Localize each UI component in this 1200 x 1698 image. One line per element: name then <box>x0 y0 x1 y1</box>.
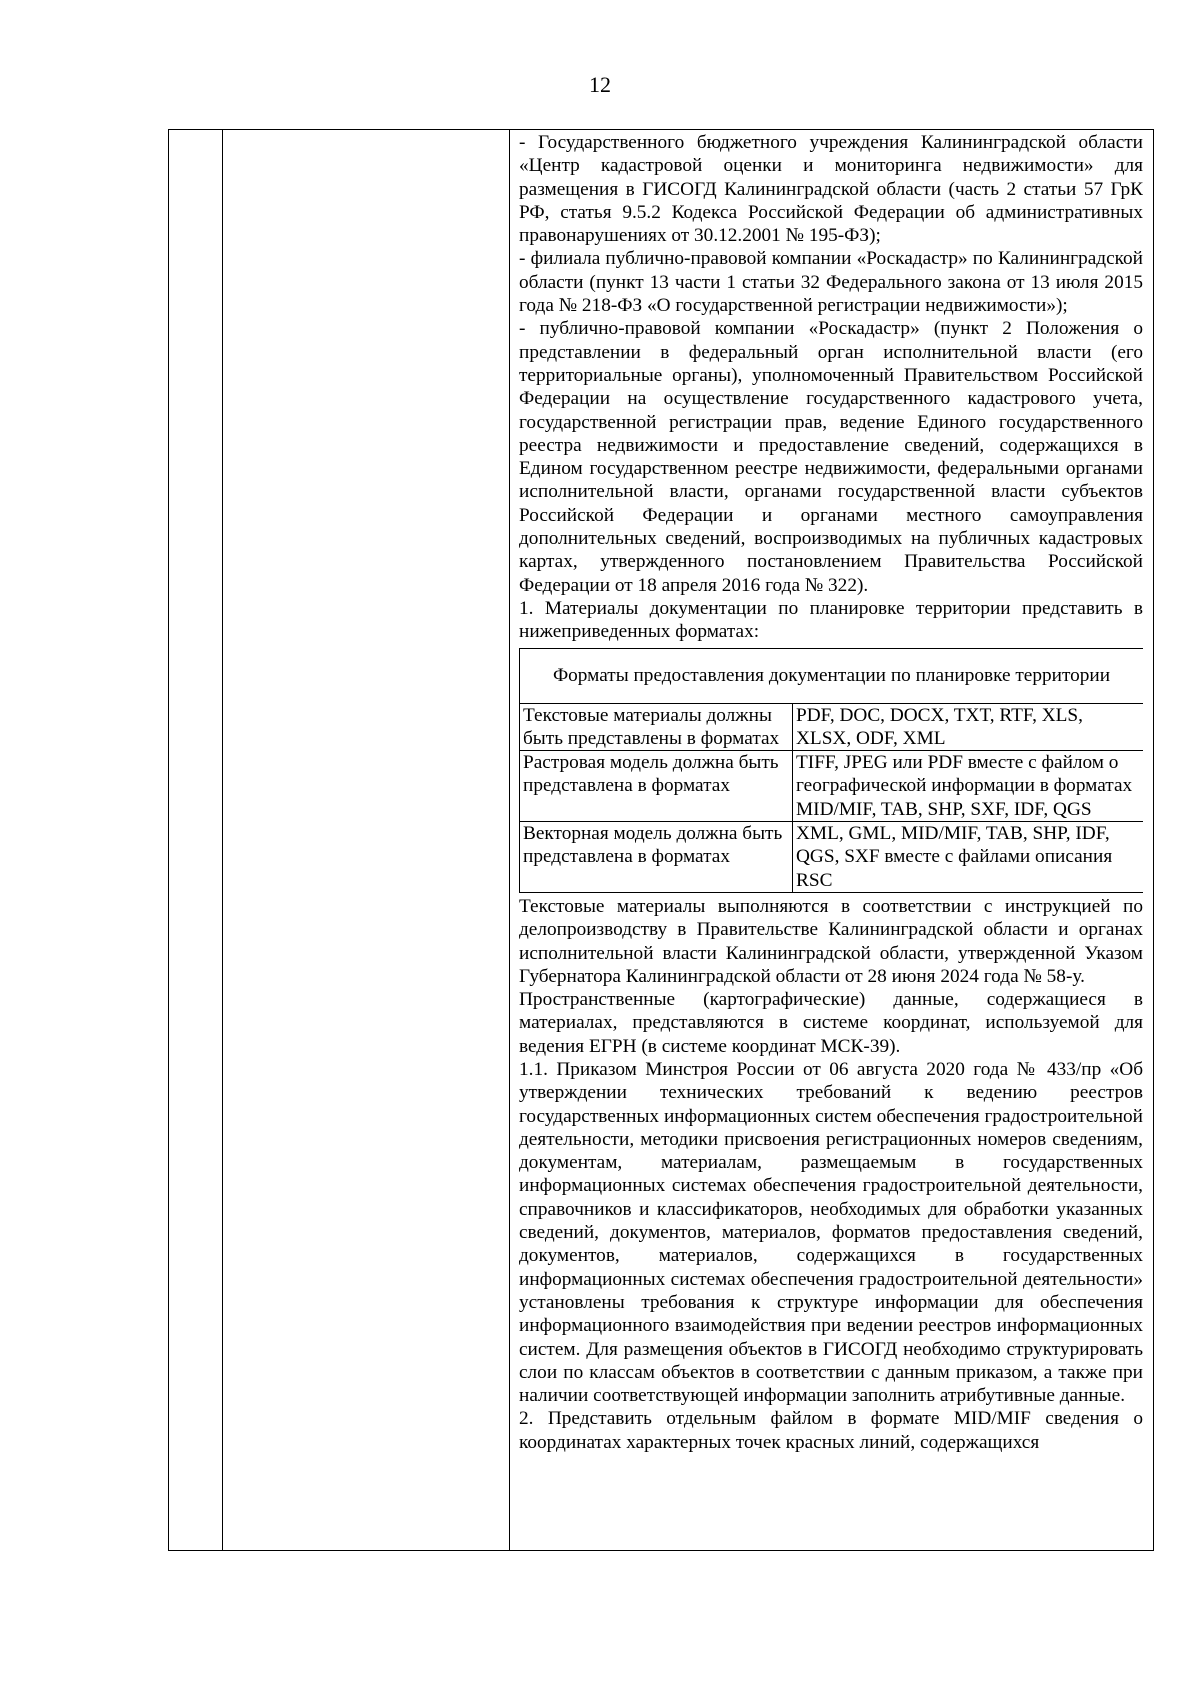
format-label: Текстовые материалы должны быть представлены в форматах <box>520 703 793 751</box>
column-divider-2 <box>509 130 510 1550</box>
format-value: TIFF, JPEG или PDF вместе с файлом о географической информации в форматах MID/MIF, TAB, SHP, SXF, IDF, QGS <box>793 751 1144 822</box>
format-label: Растровая модель должна быть представлена в форматах <box>520 751 793 822</box>
formats-table-header-row <box>520 648 1144 703</box>
format-value: PDF, DOC, DOCX, TXT, RTF, XLS, XLSX, ODF, XML <box>793 703 1144 751</box>
column-divider-1 <box>222 130 223 1550</box>
formats-table-header: Форматы предоставления документации по планировке территории <box>520 648 1144 703</box>
table-row <box>520 751 1144 822</box>
page-number: 12 <box>589 72 611 97</box>
paragraph-roskadastr-branch: - филиала публично-правовой компании «Роскадастр» по Калининградской области (пункт 13 части 1 статьи 32 Федерального закона от 13 июля 2015 года № 218-ФЗ «О государственной регистрации недвижимости»); <box>519 248 1143 317</box>
paragraph-item-1-1: 1.1. Приказом Минстроя России от 06 августа 2020 года № 433/пр «Об утверждении технических требований к ведению реестров государственных информационных систем обеспечения градостроительной деятельности, методики присвоения регистрационных номеров сведениям, документам, материалам, размещаемым в государственных информационных системах обеспечения градостроительной деятельности, справочников и классификаторов, необходимых для обработки указанных сведений, документов, материалов, форматов предоставления сведений, документов, материалов, содержащихся в государственных информационных системах обеспечения градостроительной деятельности» установлены требования к структуре информации для обеспечения информационного взаимодействия при ведении реестров информационных систем. Для размещения объектов в ГИСОГД необходимо структурировать слои по классам объектов в соответствии с данным приказом, а также при наличии соответствующей информации заполнить атрибутивные данные. <box>519 1058 1143 1407</box>
paragraph-text-materials: Текстовые материалы выполняются в соответствии с инструкцией по делопроизводству в Правительстве Калининградской области и органах исполнительной власти Калининградской области, утвержденной Указом Губернатора Калининградской области от 28 июня 2024 года № 58-у. <box>519 895 1143 987</box>
document-table <box>168 129 1154 1551</box>
format-value: XML, GML, MID/MIF, TAB, SHP, IDF, QGS, SXF вместе с файлами описания RSC <box>793 822 1144 893</box>
paragraph-roskadastr: - публично-правовой компании «Роскадастр» (пункт 2 Положения о представлении в федеральный орган исполнительной власти (его территориальные органы), уполномоченный Правительством Российской Федерации на осуществление государственного кадастрового учета, государственной регистрации прав, ведение Единого государственного реестра недвижимости и предоставление сведений, содержащихся в Едином государственном реестре недвижимости, федеральными органами исполнительной власти, органами государственной власти субъектов Российской Федерации и органами местного самоуправления дополнительных сведений, воспроизводимых на публичных кадастровых картах, утвержденного постановлением Правительства Российской Федерации от 18 апреля 2016 года № 322). <box>519 318 1143 596</box>
content-cell <box>519 131 1143 1550</box>
paragraph-item-1: 1. Материалы документации по планировке территории представить в нижеприведенных форматах: <box>519 597 1143 643</box>
paragraph-item-2: 2. Представить отдельным файлом в формате MID/MIF сведения о координатах характерных точек красных линий, содержащихся <box>519 1408 1143 1453</box>
table-row <box>520 703 1144 751</box>
table-row <box>520 822 1144 893</box>
paragraph-spatial-data: Пространственные (картографические) данные, содержащиеся в материалах, представляются в системе координат, используемой для ведения ЕГРН (в системе координат МСК-39). <box>519 989 1143 1057</box>
formats-table <box>519 648 1143 893</box>
format-label: Векторная модель должна быть представлена в форматах <box>520 822 793 893</box>
paragraph-gbu: - Государственного бюджетного учреждения Калининградской области «Центр кадастровой оценки и мониторинга недвижимости» для размещения в ГИСОГД Калининградской области (часть 2 статьи 57 ГрК РФ, статья 9.5.2 Кодекса Российской Федерации об административных правонарушениях от 30.12.2001 № 195-ФЗ); <box>519 132 1143 247</box>
